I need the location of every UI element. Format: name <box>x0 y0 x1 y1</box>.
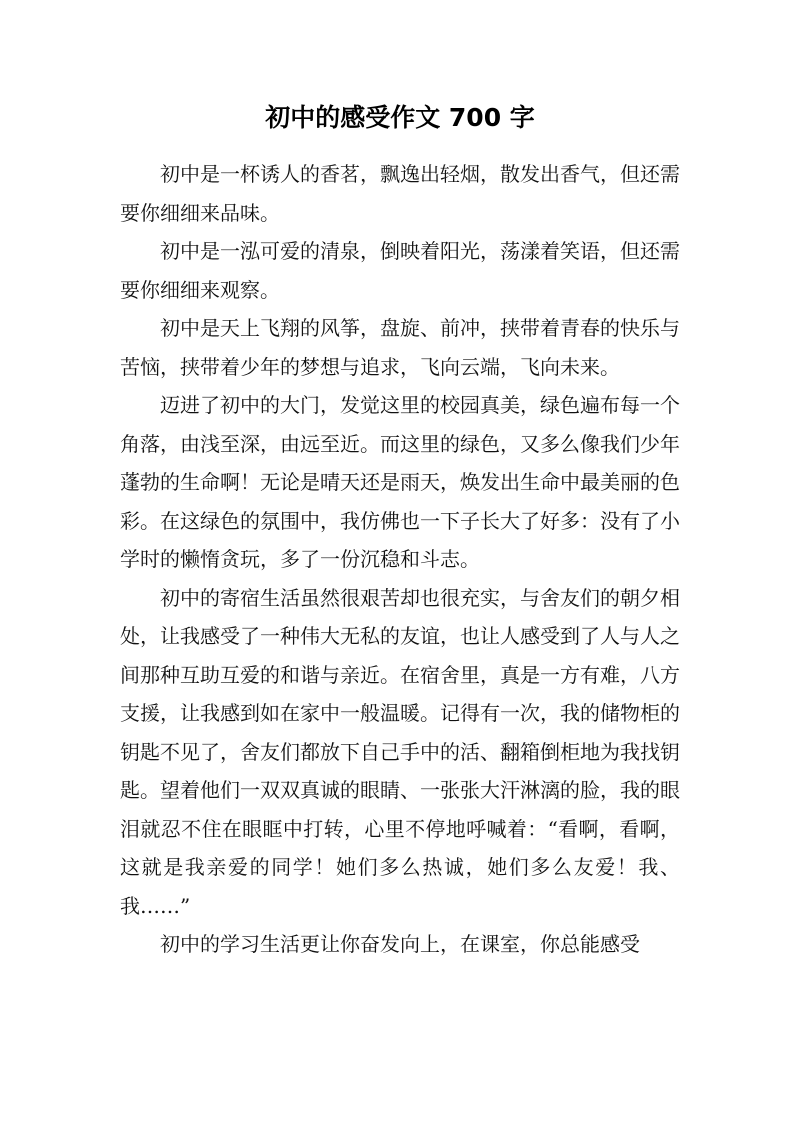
paragraph: 初中是一泓可爱的清泉，倒映着阳光，荡漾着笑语，但还需要你细细来观察。 <box>120 239 680 302</box>
paragraph: 初中的寄宿生活虽然很艰苦却也很充实，与舍友们的朝夕相处，让我感受了一种伟大无私的友谊，也让人感受到了人与人之间那种互助互爱的和谐与亲近。在宿舍里，真是一方有难，八方支援，让我感到如在家中一般温暖。记得有一次，我的储物柜的钥匙不见了，舍友们都放下自己手中的活、翻箱倒柜地为我找钥匙。望着他们一双双真诚的眼睛、一张张大汗淋漓的脸，我的眼泪就忍不住在眼眶中打转，心里不停地呼喊着：“看啊，看啊，这就是我亲爱的同学！她们多么热诚，她们多么友爱！我、我……” <box>120 585 680 918</box>
document-title: 初中的感受作文 700 字 <box>265 103 535 132</box>
document-body <box>120 155 680 964</box>
paragraph: 初中的学习生活更让你奋发向上，在课室，你总能感受 <box>160 932 640 956</box>
paragraph: 迈进了初中的大门，发觉这里的校园真美，绿色遍布每一个角落，由浅至深，由远至近。而这里的绿色，又多么像我们少年蓬勃的生命啊！无论是晴天还是雨天，焕发出生命中最美丽的色彩。在这绿色的氛围中，我仿佛也一下子长大了好多：没有了小学时的懒惰贪玩，多了一份沉稳和斗志。 <box>120 393 680 571</box>
paragraph: 初中是天上飞翔的风筝，盘旋、前冲，挟带着青春的快乐与苦恼，挟带着少年的梦想与追求，飞向云端，飞向未来。 <box>120 316 680 379</box>
paragraph: 初中是一杯诱人的香茗，飘逸出轻烟，散发出香气，但还需要你细细来品味。 <box>120 162 680 225</box>
